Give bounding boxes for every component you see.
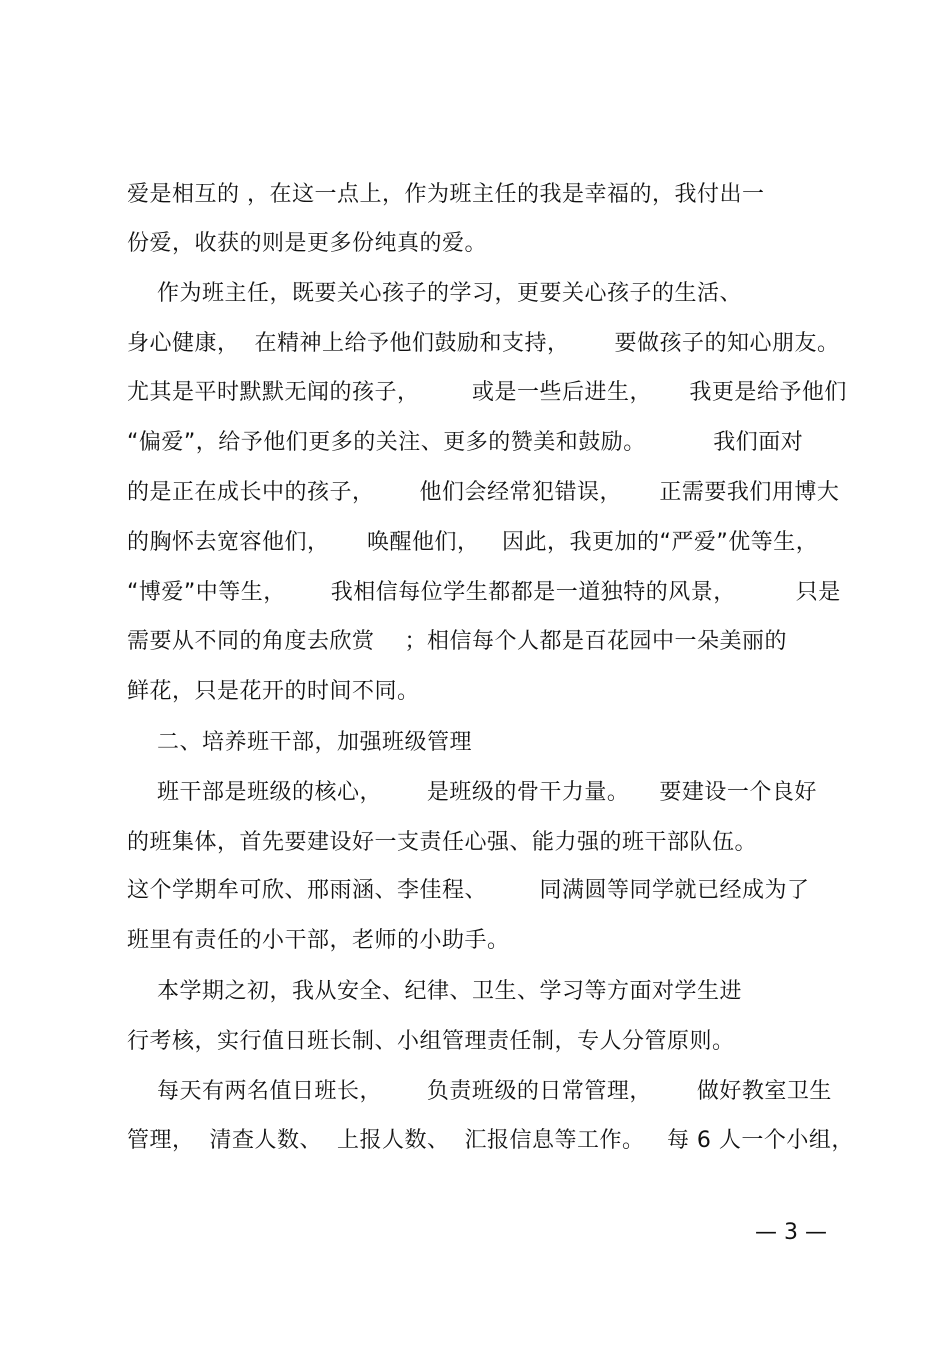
section-heading: 二、培养班干部，加强班级管理 <box>127 730 472 755</box>
text-line: “偏爱”，给予他们更多的关注、更多的赞美和鼓励。 我们面对 <box>127 430 804 455</box>
text-line: 作为班主任，既要关心孩子的学习，更要关心孩子的生活、 <box>127 281 742 306</box>
text-line: 份爱，收获的则是更多份纯真的爱。 <box>127 231 488 256</box>
text-line: 爱是相互的 ，在这一点上，作为班主任的我是幸福的，我付出一 <box>127 182 765 207</box>
text-line: 鲜花，只是花开的时间不同。 <box>127 679 420 704</box>
text-line: 的胸怀去宽容他们， 唤醒他们， 因此，我更加的“严爱”优等生， <box>127 530 819 555</box>
text-line: 身心健康， 在精神上给予他们鼓励和支持， 要做孩子的知心朋友。 <box>127 331 840 356</box>
text-line: 尤其是平时默默无闻的孩子， 或是一些后进生， 我更是给予他们 <box>127 380 847 405</box>
text-line: 的是正在成长中的孩子， 他们会经常犯错误， 正需要我们用博大 <box>127 480 840 505</box>
page-number: — 3 — <box>755 1220 827 1245</box>
text-line: 这个学期牟可欣、邢雨涵、李佳程、 同满圆等同学就已经成为了 <box>127 878 810 903</box>
text-line: “博爱”中等生， 我相信每位学生都都是一道独特的风景， 只是 <box>127 580 841 605</box>
text-line: 行考核，实行值日班长制、小组管理责任制，专人分管原则。 <box>127 1029 735 1054</box>
text-line: 需要从不同的角度去欣赏 ；相信每个人都是百花园中一朵美丽的 <box>127 629 787 654</box>
text-line: 班里有责任的小干部，老师的小助手。 <box>127 928 510 953</box>
text-line: 管理， 清查人数、 上报人数、 汇报信息等工作。 每 6 人一个小组， <box>127 1128 854 1153</box>
text-line: 本学期之初，我从安全、纪律、卫生、学习等方面对学生进 <box>127 979 742 1004</box>
text-line: 的班集体，首先要建设好一支责任心强、能力强的班干部队伍。 <box>127 830 758 855</box>
text-line: 每天有两名值日班长， 负责班级的日常管理， 做好教室卫生 <box>127 1079 832 1104</box>
text-line: 班干部是班级的核心， 是班级的骨干力量。 要建设一个良好 <box>127 780 817 805</box>
